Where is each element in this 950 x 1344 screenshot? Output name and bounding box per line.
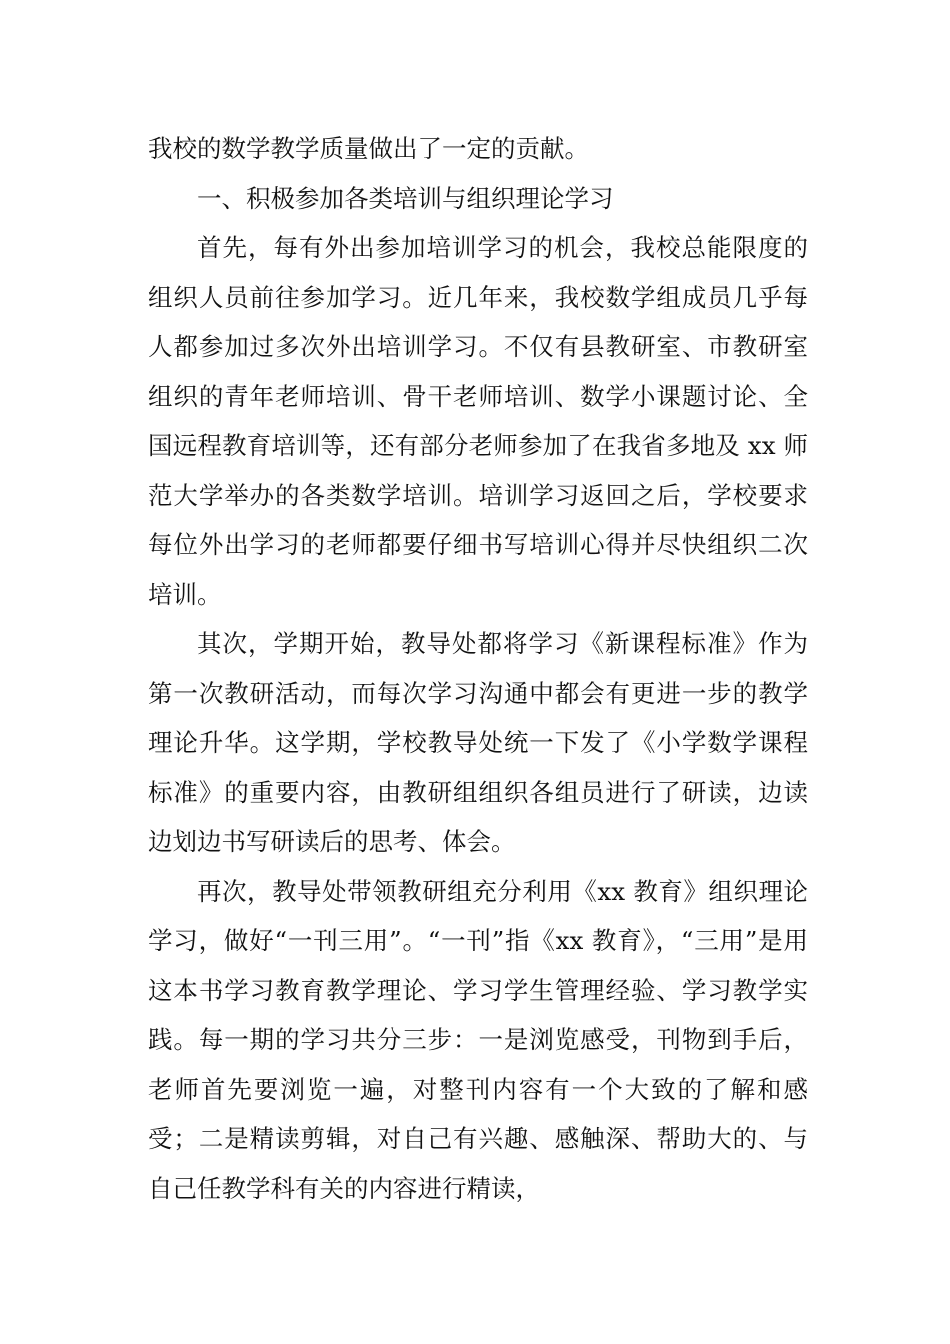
paragraph-first: 首先，每有外出参加培训学习的机会，我校总能限度的组织人员前往参加学习。近几年来，我校数学组成员几乎每人都参加过多次外出培训学习。不仅有县教研室、市教研室组织的青年老师培训、骨干老师培训、数学小课题讨论、全国远程教育培训等，还有部分老师参加了在我省多地及 xx 师范大学举办的各类数学培训。培训学习返回之后，学校要求每位外出学习的老师都要仔细书写培训心得并尽快组织二次培训。: [148, 233, 808, 609]
paragraph-second: 其次，学期开始，教导处都将学习《新课程标准》作为第一次教研活动，而每次学习沟通中都会有更进一步的教学理论升华。这学期，学校教导处统一下发了《小学数学课程标准》的重要内容，由教研组组织各组员进行了研读，边读边划边书写研读后的思考、体会。: [148, 629, 808, 856]
section-heading: 一、积极参加各类培训与组织理论学习: [197, 183, 614, 213]
paragraph-third: 再次，教导处带领教研组充分利用《xx 教育》组织理论学习，做好“一刊三用”。“一刊”指《xx 教育》，“三用”是用这本书学习教育教学理论、学习学生管理经验、学习教学实践。每一期的学习共分三步：一是浏览感受，刊物到手后，老师首先要浏览一遍，对整刊内容有一个大致的了解和感受；二是精读剪辑，对自己有兴趣、感触深、帮助大的、与自己任教学科有关的内容进行精读，: [148, 876, 808, 1203]
document-body: [148, 124, 808, 1213]
paragraph-continuation: 我校的数学教学质量做出了一定的贡献。: [148, 134, 589, 163]
